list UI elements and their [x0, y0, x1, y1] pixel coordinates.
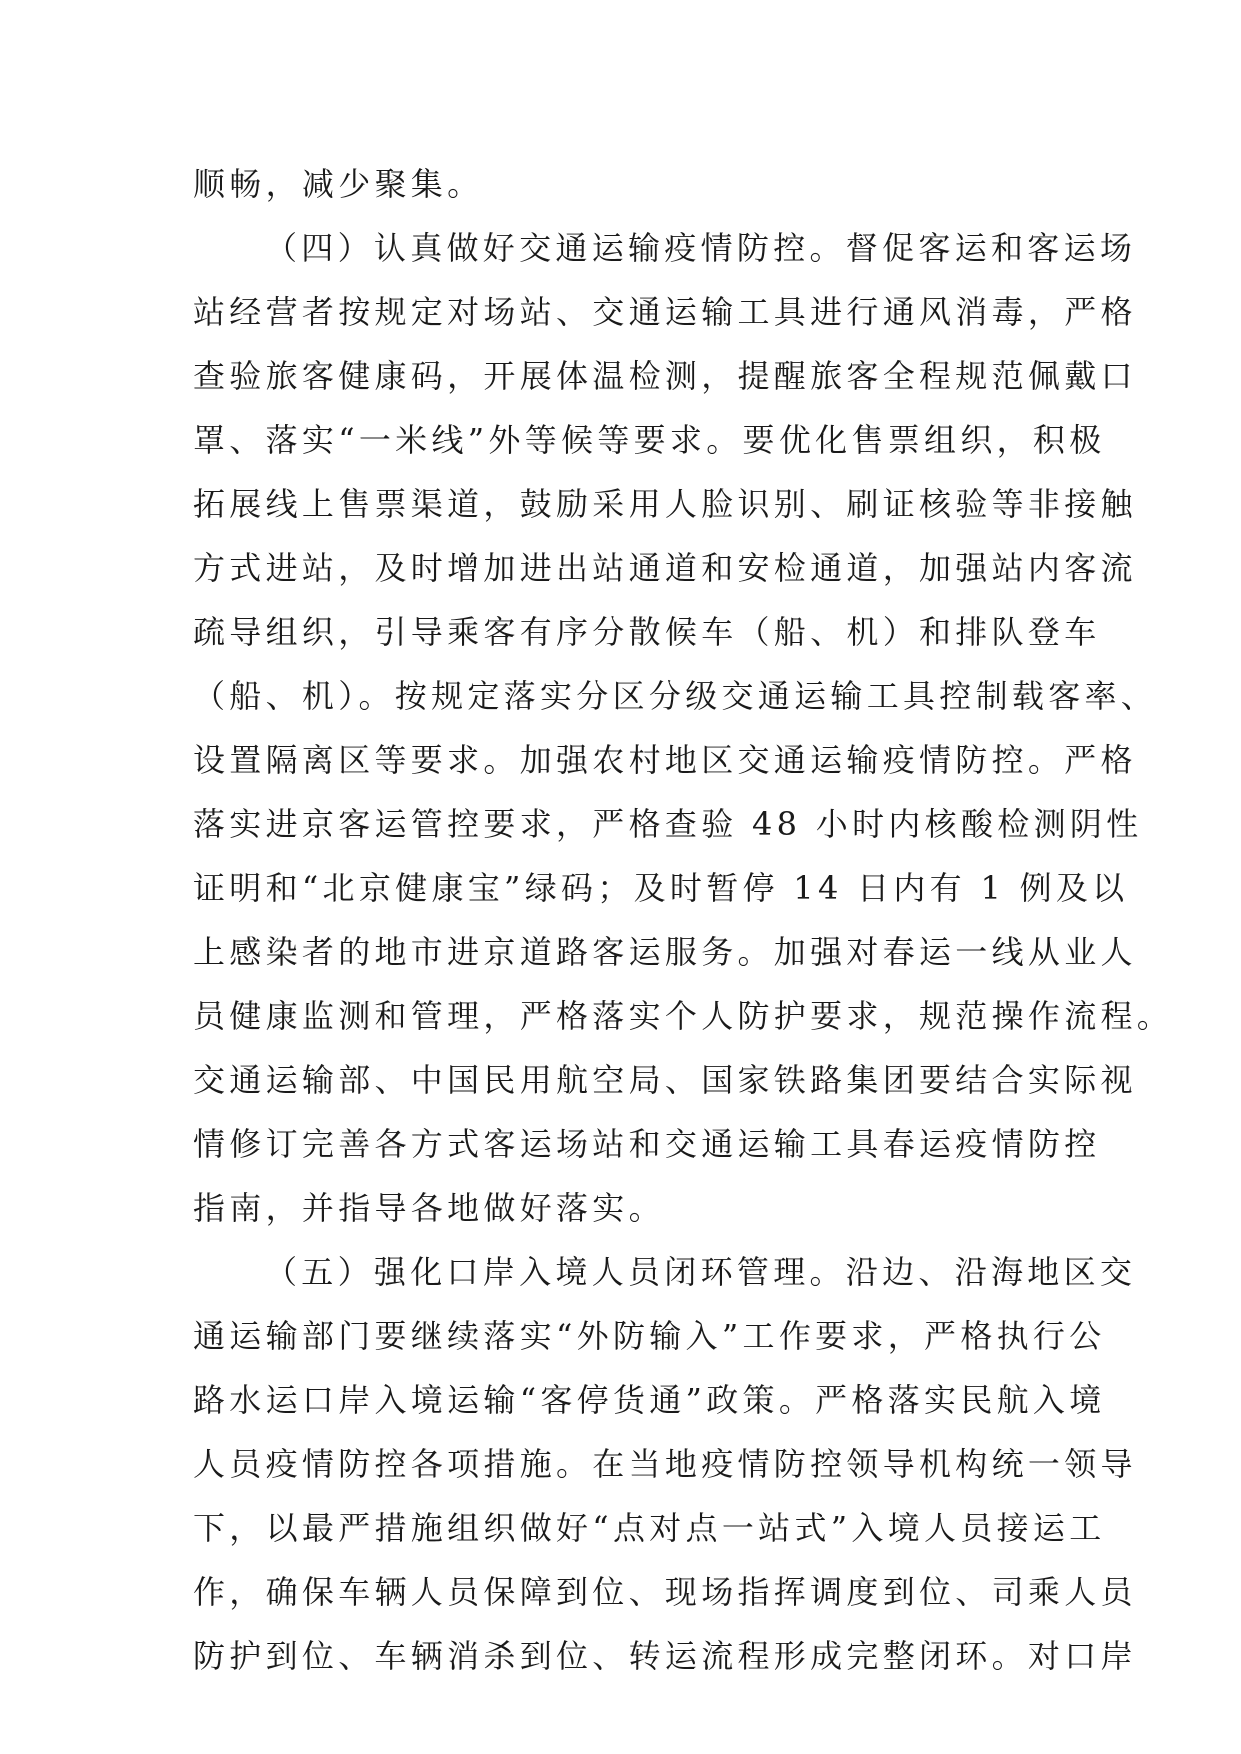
- text-line: 罩、落实“一米线”外等候等要求。要优化售票组织，积极: [193, 421, 1106, 459]
- text-line: 下，以最严措施组织做好“点对点一站式”入境人员接运工: [193, 1509, 1106, 1547]
- text-line: 拓展线上售票渠道，鼓励采用人脸识别、刷证核验等非接触: [193, 485, 1137, 523]
- text-line: （船、机）。按规定落实分区分级交通运输工具控制载客率、: [193, 677, 1158, 715]
- text-line: 作，确保车辆人员保障到位、现场指挥调度到位、司乘人员: [193, 1573, 1137, 1611]
- text-line: 人员疫情防控各项措施。在当地疫情防控领导机构统一领导: [193, 1445, 1137, 1483]
- paragraph-heading-5: （五）强化口岸入境人员闭环管理。沿边、沿海地区交: [265, 1253, 1137, 1291]
- text-line: 防护到位、车辆消杀到位、转运流程形成完整闭环。对口岸: [193, 1637, 1137, 1675]
- paragraph-heading-4: （四）认真做好交通运输疫情防控。督促客运和客运场: [265, 229, 1137, 267]
- text-line: 站经营者按规定对场站、交通运输工具进行通风消毒，严格: [193, 293, 1137, 331]
- text-line: 查验旅客健康码，开展体温检测，提醒旅客全程规范佩戴口: [193, 357, 1137, 395]
- text-line: 证明和“北京健康宝”绿码；及时暂停 14 日内有 1 例及以: [193, 869, 1129, 907]
- body-text: [193, 152, 1174, 1688]
- text-line: 员健康监测和管理，严格落实个人防护要求，规范操作流程。: [193, 997, 1174, 1035]
- text-line: 指南，并指导各地做好落实。: [193, 1189, 665, 1227]
- text-line: 疏导组织，引导乘客有序分散候车（船、机）和排队登车: [193, 613, 1101, 651]
- text-line: 交通运输部、中国民用航空局、国家铁路集团要结合实际视: [193, 1061, 1137, 1099]
- text-line: 上感染者的地市进京道路客运服务。加强对春运一线从业人: [193, 933, 1137, 971]
- text-line: 设置隔离区等要求。加强农村地区交通运输疫情防控。严格: [193, 741, 1137, 779]
- text-line: 落实进京客运管控要求，严格查验 48 小时内核酸检测阴性: [193, 805, 1143, 843]
- text-line: 顺畅，减少聚集。: [193, 165, 484, 203]
- text-line: 方式进站，及时增加进出站通道和安检通道，加强站内客流: [193, 549, 1137, 587]
- text-line: 情修订完善各方式客运场站和交通运输工具春运疫情防控: [193, 1125, 1101, 1163]
- text-line: 通运输部门要继续落实“外防输入”工作要求，严格执行公: [193, 1317, 1106, 1355]
- text-line: 路水运口岸入境运输“客停货通”政策。严格落实民航入境: [193, 1381, 1106, 1419]
